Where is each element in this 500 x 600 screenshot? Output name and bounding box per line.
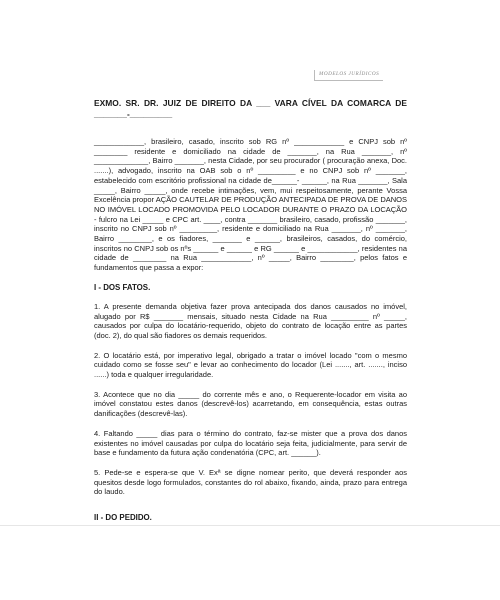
fact-paragraph-5: 5. Pede-se e espera-se que V. Exª se digne nomear perito, que deverá responder aos quesitos desde logo formulados, constantes do rol abaixo, fixando, ainda, prazo para entrega do laudo. xyxy=(94,467,407,497)
fact-paragraph-4: 4. Faltando _____ dias para o término do contrato, faz-se mister que a prova dos danos existentes no imóvel causadas por culpa do locatário seja feita, judicialmente, para servir de base e fundamento da futura ação condenatória (CPC, art. ______). xyxy=(94,428,407,458)
fact-paragraph-2: 2. O locatário está, por imperativo legal, obrigado a tratar o imóvel locado "com o mesmo cuidado como se fosse seu" e levar ao conhecimento do locador (Lei ......., art. ......., inciso ......) toda e qualquer irregularidade. xyxy=(94,350,407,380)
petition-heading: EXMO. SR. DR. JUIZ DE DIREITO DA ___ VARA CÍVEL DA COMARCA DE _______-_________ xyxy=(94,98,407,119)
fact-paragraph-3: 3. Acontece que no dia _____ do corrente mês e ano, o Requerente-locador em visita ao imóvel constatou estes danos (descrevê-los) acarretando, em consequência, estas outras danificações (descrevê-las). xyxy=(94,389,407,419)
page-bottom-divider xyxy=(0,525,500,526)
fact-paragraph-1: 1. A presente demanda objetiva fazer prova antecipada dos danos causados no imóvel, alugado por R$ _______ mensais, situado nesta Cidade na Rua _________ nº _____, causados por culpa do locatário-requerido, objeto do contrato de locação entre as partes (doc. 2), do qual são fiadores os demais requeridos. xyxy=(94,301,407,340)
section-request-title: II - DO PEDIDO. xyxy=(94,513,152,523)
qualification-paragraph: ____________, brasileiro, casado, inscrito sob RG nº ____________ e CNPJ sob nº ________ residente e domiciliado na cidade de _______, na Rua _______, nº _____________, Bairro _______, nesta Cidade, por seu procurador ( procuração anexa, Doc. .......), advogado, inscrito na OAB sob o nº _________ e no CNPJ sob nº _______, estabelecido com escritório profissional na cidade de______- ______, na Rua _______, Sala _____, Bairro _____, onde recebe intimações, vem, mui respeitosamente, perante Vossa Excelência propor AÇÃO CAUTELAR DE PRODUÇÃO ANTECIPADA DE PROVA DE DANOS NO IMÓVEL LOCADO PROMOVIDA PELO LOCADOR DURANTE O PRAZO DA LOCAÇÃO - fulcro na Lei _____ e CPC art. ____, contra _______ brasileiro, casado, profissão _______, inscrito no CNPJ sob nº _________, residente e domiciliado na Rua _______, nº _______, Bairro ________, e os fiadores, _______ e ______, brasileiros, casados, do comércio, inscritos no CNPJ sob os nºs ______ e ______ e RG ______ e ____________, residentes na cidade de ________ na Rua ____________, nº _____, Bairro ________, pelos fatos e fundamentos que passa a expor: xyxy=(94,137,407,273)
header-stamp: MODELOS JURÍDICOS xyxy=(314,70,383,81)
section-facts-title: I - DOS FATOS. xyxy=(94,282,151,292)
document-body xyxy=(94,98,407,532)
